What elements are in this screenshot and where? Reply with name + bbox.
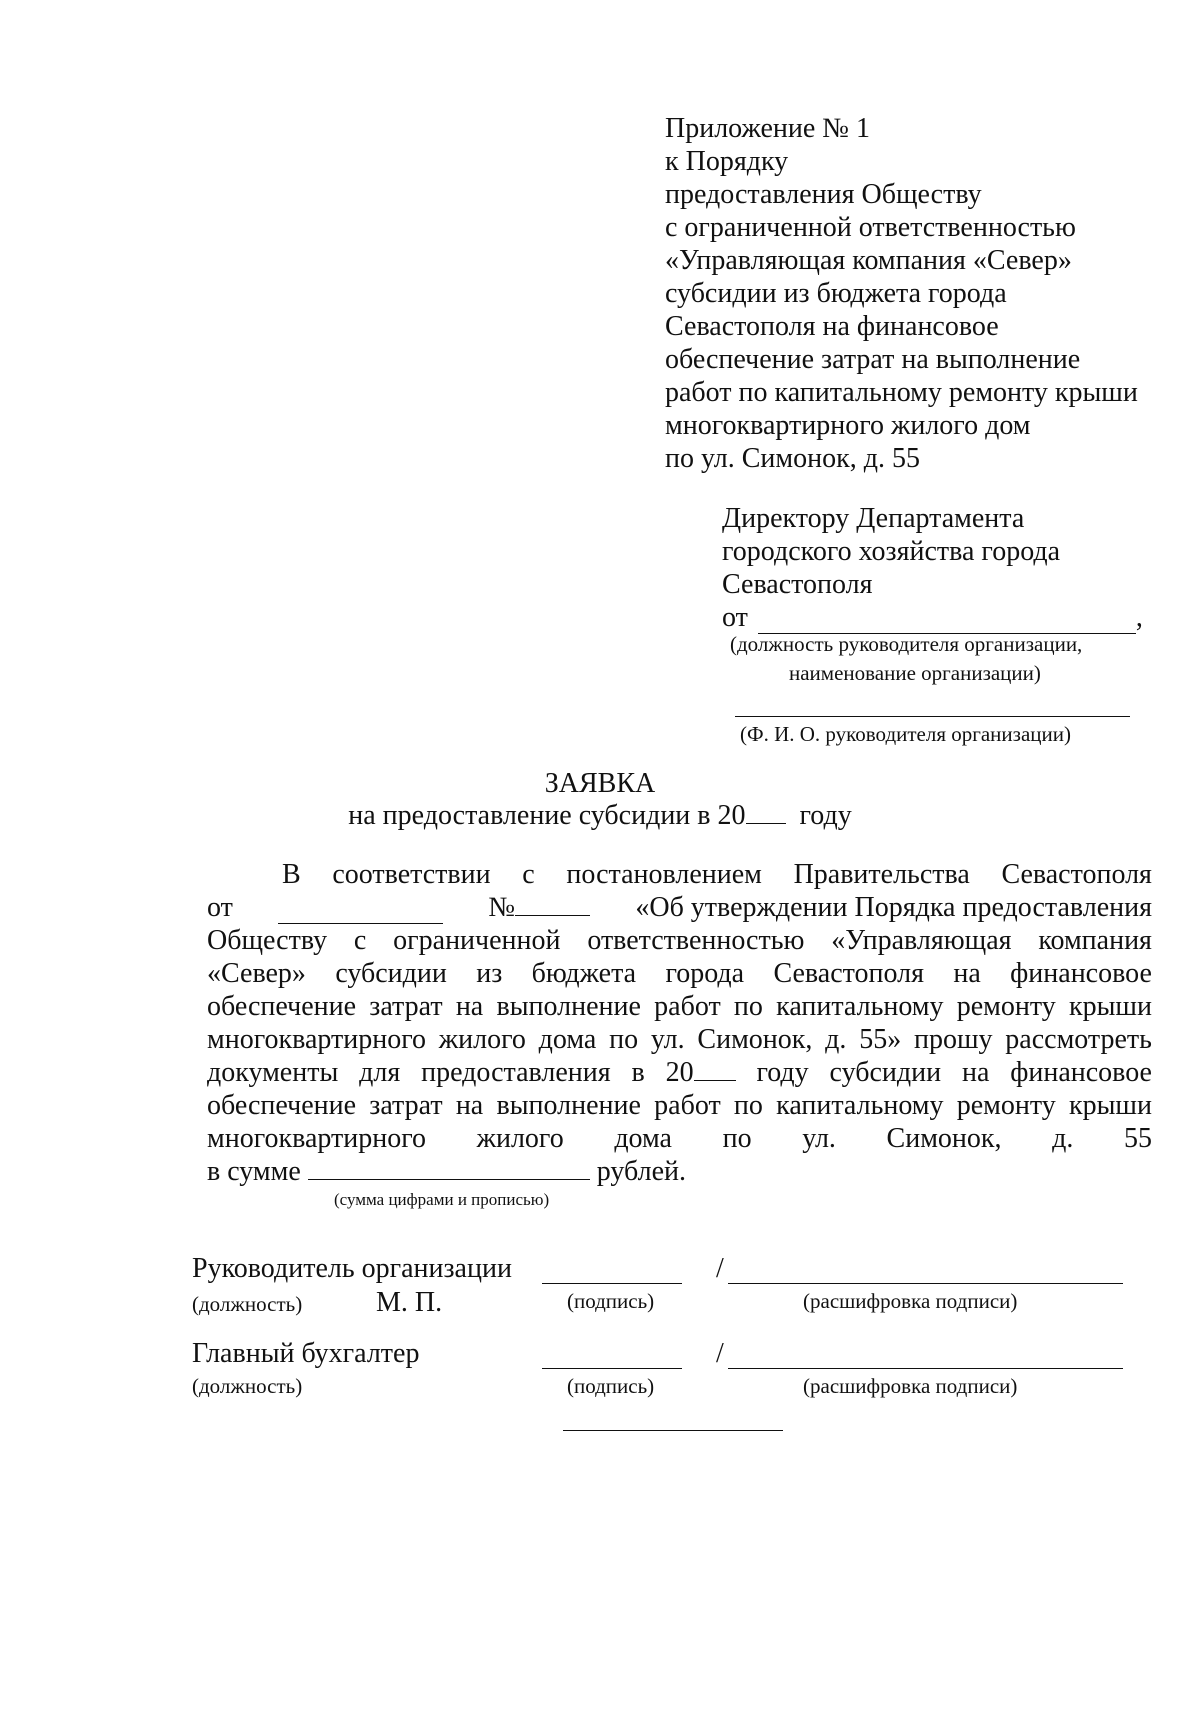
from-field-line[interactable] [758,609,1136,634]
word: обеспечение [207,1090,357,1121]
appendix-line-5: «Управляющая компания «Север» [665,245,1072,276]
word: выполнение [496,991,641,1022]
head-title: Руководитель организации [192,1253,512,1284]
caption-position-org: (должность руководителя организации, [730,632,1083,656]
body-line-2 [207,891,1152,924]
from-comma: , [1135,602,1143,633]
head-decode-caption: (расшифровка подписи) [803,1289,1018,1313]
body-line-10 [207,1155,1152,1188]
appendix-line-7: Севастополя на финансовое [665,311,999,342]
word: работ [654,1090,721,1121]
word: с [353,925,367,956]
word: ограниченной [393,925,561,956]
appendix-line-3: предоставления Обществу [665,179,982,210]
head-position-caption: (должность) [192,1292,303,1316]
addressee-line-2: городского хозяйства города [722,536,1061,567]
word: ул. [802,1123,836,1154]
word: субсидии [335,958,447,989]
sum-caption: (сумма цифрами и прописью) [334,1190,550,1209]
subtitle-pre: на предоставление субсидии в 20 [348,800,746,831]
word: бюджета [531,958,637,989]
addressee-line-1: Директору Департамента [722,503,1025,534]
decree-date-field[interactable] [278,901,443,924]
number-sign: № [488,892,516,923]
word: ремонту [956,991,1056,1022]
word: затрат [369,1090,443,1121]
from-label: от [722,602,748,633]
word: ответственностью [587,925,805,956]
head-slash: / [716,1253,724,1284]
head-signature-caption: (подпись) [567,1289,655,1313]
word: д. [825,1024,847,1055]
word: финансовое [1010,1057,1152,1088]
word: Севастополя [773,958,924,989]
word: предоставления [421,1057,611,1088]
year-prefix: 20 [665,1057,694,1088]
word: жилого [438,1024,526,1055]
word: по [609,1024,639,1055]
word: дома [538,1024,597,1055]
word: затрат [369,991,443,1022]
word: на [953,958,981,989]
word: жилого [476,1123,564,1154]
word: прошу [913,1024,993,1055]
word: из [476,958,503,989]
appendix-line-11: по ул. Симонок, д. 55 [665,443,920,474]
word: крыши [1068,991,1152,1022]
decree-number-group [488,891,590,924]
word: многоквартирного [207,1024,426,1055]
word: для [359,1057,401,1088]
appendix-line-10: многоквартирного жилого дом [665,410,1031,441]
appendix-line-4: с ограниченной ответственностью [665,212,1076,243]
word: крыши [1068,1090,1152,1121]
word: капитальному [776,1090,944,1121]
title-heading: ЗАЯВКА [544,768,656,799]
word: многоквартирного [207,1123,426,1154]
addressee-from-line [722,601,1143,634]
word: дома [614,1123,672,1154]
word: соответствии [332,859,491,890]
year-field-line[interactable] [746,801,786,824]
word: Обществу [207,925,328,956]
word: с [522,859,535,890]
body-line-8 [207,1089,1152,1122]
word: ремонту [956,1090,1056,1121]
accountant-decode-caption: (расшифровка подписи) [803,1374,1018,1398]
word: по [733,991,763,1022]
decree-number-field[interactable] [515,893,590,916]
word: в [631,1057,645,1088]
accountant-position-caption: (должность) [192,1374,303,1398]
body-line-6 [207,1023,1152,1056]
word: ул. [650,1024,685,1055]
word: Правительства [793,859,970,890]
accountant-signature-caption: (подпись) [567,1374,655,1398]
word: по [722,1123,752,1154]
head-decode-field[interactable] [728,1283,1123,1284]
amount-field[interactable] [308,1157,590,1180]
caption-org-name: наименование организации) [789,661,1041,685]
addressee-block [722,502,1143,634]
accountant-slash: / [716,1338,724,1369]
appendix-block [665,112,1138,475]
word: финансовое [1010,958,1152,989]
word: от [207,892,233,923]
word: на [455,1090,484,1121]
body-line-5 [207,990,1152,1023]
word: В [282,859,301,890]
word: 55 [1123,1123,1152,1154]
body-paragraph [207,858,1152,1188]
appendix-line-6: субсидии из бюджета города [665,278,1007,309]
closing-separator [563,1430,783,1431]
word: документы [207,1057,339,1088]
body-line-4 [207,957,1152,990]
decree-title-start: «Об утверждении Порядка предоставления [635,892,1152,923]
seal-mark: М. П. [376,1287,443,1318]
accountant-title: Главный бухгалтер [192,1338,420,1369]
word: Симонок, [886,1123,1002,1154]
appendix-line-9: работ по капитальному ремонту крыши [665,377,1138,408]
word: компания [1038,925,1152,956]
addressee-line-3: Севастополя [722,569,873,600]
word: году [756,1057,809,1088]
rubles-label: рублей. [596,1156,686,1187]
in-amount-label: в сумме [207,1156,301,1187]
word: субсидии [829,1057,942,1088]
word: выполнение [496,1090,641,1121]
word: «Управляющая [831,925,1012,956]
word: 55» [859,1024,902,1055]
body-line-9 [207,1122,1152,1155]
accountant-decode-field[interactable] [728,1368,1123,1369]
body-line-7 [207,1056,1152,1089]
caption-fio: (Ф. И. О. руководителя организации) [740,722,1071,746]
subtitle-post: году [799,800,852,831]
body-line-1 [207,858,1152,891]
word: города [665,958,745,989]
word: на [455,991,484,1022]
word: Севастополя [1001,859,1152,890]
fio-field-line[interactable] [735,716,1130,717]
appendix-line-2: к Порядку [665,146,789,177]
word: д. [1052,1123,1074,1154]
appendix-line-1: Приложение № 1 [665,113,870,144]
word: постановлением [566,859,762,890]
body-line-3 [207,924,1152,957]
word: по [733,1090,763,1121]
document-subtitle [0,800,1200,832]
word: обеспечение [207,991,357,1022]
head-signature-field[interactable] [542,1283,682,1284]
word: рассмотреть [1005,1024,1152,1055]
word: капитальному [776,991,944,1022]
year-group [666,1056,736,1089]
word: на [961,1057,990,1088]
word: работ [654,991,721,1022]
word: Симонок, [697,1024,813,1055]
accountant-signature-field[interactable] [542,1368,682,1369]
appendix-line-8: обеспечение затрат на выполнение [665,344,1081,375]
body-year-field[interactable] [694,1058,736,1081]
document-title [0,768,1200,800]
word: «Север» [207,958,306,989]
